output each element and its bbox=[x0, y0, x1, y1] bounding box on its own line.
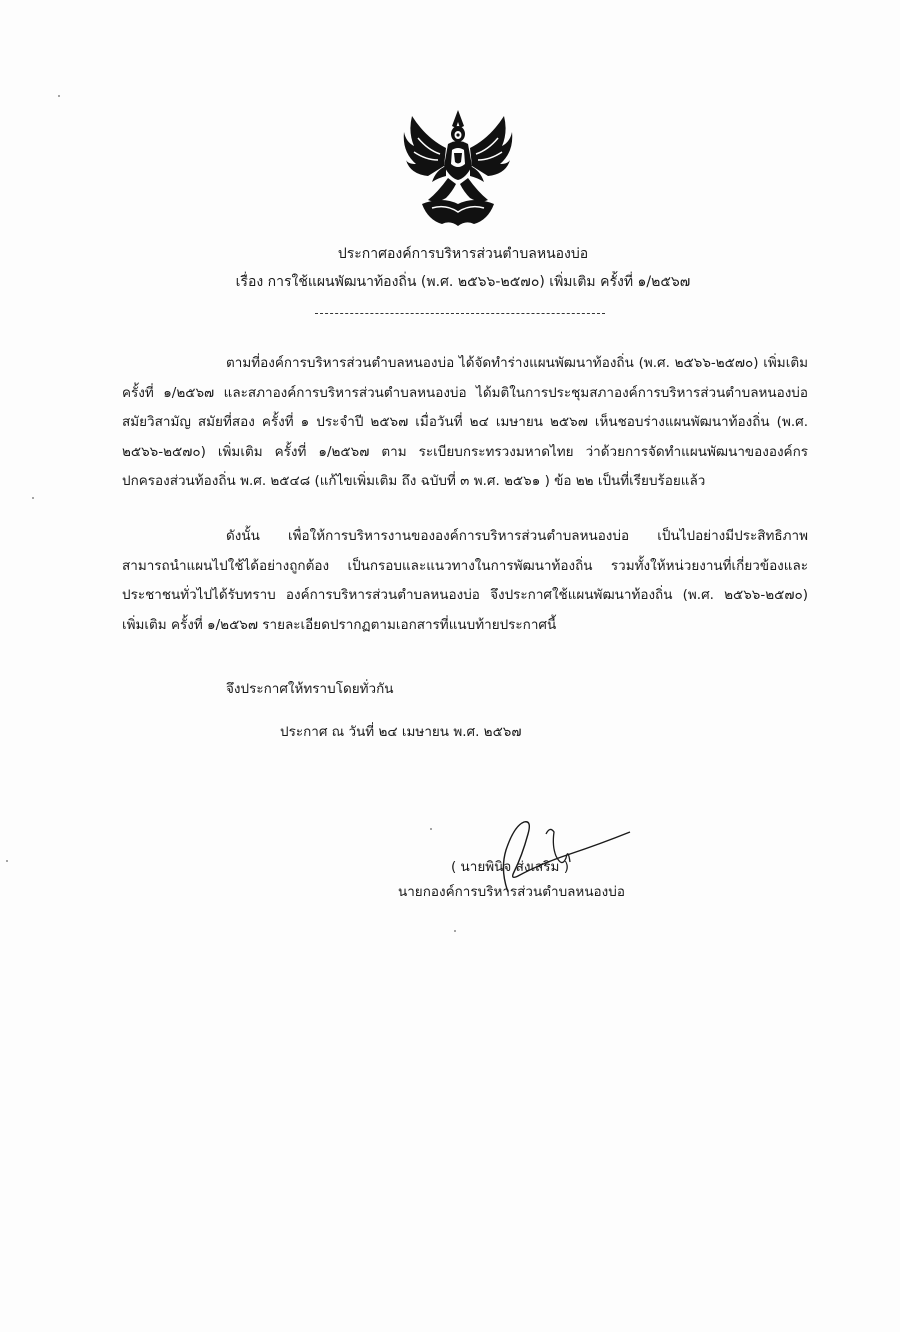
body-paragraph-1: ตามที่องค์การบริหารส่วนตำบลหนองบ่อ ได้จัดทำร่างแผนพัฒนาท้องถิ่น (พ.ศ. ๒๕๖๖-๒๕๗๐) เพิ่มเติม ครั้งที่ ๑/๒๕๖๗ และสภาองค์การบริหารส่วนตำบลหนองบ่อ ได้มติในการประชุมสภาองค์การบริหารส่วนตำบลหนองบ่อ สมัยวิสามัญ สมัยที่สอง ครั้งที่ ๑ ประจำปี ๒๕๖๗ เมื่อวันที่ ๒๔ เมษายน ๒๕๖๗ เห็นชอบร่างแผนพัฒนาท้องถิ่น (พ.ศ. ๒๕๖๖-๒๕๗๐) เพิ่มเติม ครั้งที่ ๑/๒๕๖๗ ตาม ระเบียบกระทรวงมหาดไทย ว่าด้วยการจัดทำแผนพัฒนาขององค์กรปกครองส่วนท้องถิ่น พ.ศ. ๒๕๔๘ (แก้ไขเพิ่มเติม ถึง ฉบับที่ ๓ พ.ศ. ๒๕๖๑ ) ข้อ ๒๒ เป็นที่เรียบร้อยแล้ว bbox=[122, 355, 808, 489]
announcement-title: ประกาศองค์การบริหารส่วนตำบลหนองบ่อ bbox=[337, 246, 589, 262]
announcement-subject: เรื่อง การใช้แผนพัฒนาท้องถิ่น (พ.ศ. ๒๕๖๖-๒๕๗๐) เพิ่มเติม ครั้งที่ ๑/๒๕๖๗ bbox=[235, 274, 691, 290]
scan-speck bbox=[430, 828, 432, 830]
signer-title: นายกองค์การบริหารส่วนตำบลหนองบ่อ bbox=[398, 884, 625, 900]
scan-speck bbox=[32, 497, 34, 499]
signer-name: ( นายพินิจ ส่งเสริม ) bbox=[451, 859, 569, 875]
separator-line bbox=[315, 313, 605, 314]
garuda-emblem-icon bbox=[402, 108, 514, 228]
scan-speck bbox=[6, 860, 8, 862]
scan-speck bbox=[454, 930, 456, 932]
scan-speck bbox=[58, 95, 60, 97]
closing-statement: จึงประกาศให้ทราบโดยทั่วกัน bbox=[226, 681, 394, 697]
handwritten-signature bbox=[470, 800, 640, 895]
body-paragraph-2: ดังนั้น เพื่อให้การบริหารงานขององค์การบริหารส่วนตำบลหนองบ่อ เป็นไปอย่างมีประสิทธิภาพ สามารถนำแผนไปใช้ได้อย่างถูกต้อง เป็นกรอบและแนวทางในการพัฒนาท้องถิ่น รวมทั้งให้หน่วยงานที่เกี่ยวข้องและประชาชนทั่วไปได้รับทราบ องค์การบริหารส่วนตำบลหนองบ่อ จึงประกาศใช้แผนพัฒนาท้องถิ่น (พ.ศ. ๒๕๖๖-๒๕๗๐) เพิ่มเติม ครั้งที่ ๑/๒๕๖๗ รายละเอียดปรากฏตามเอกสารที่แนบท้ายประกาศนี้ bbox=[122, 528, 808, 633]
announcement-date: ประกาศ ณ วันที่ ๒๔ เมษายน พ.ศ. ๒๕๖๗ bbox=[280, 724, 522, 740]
